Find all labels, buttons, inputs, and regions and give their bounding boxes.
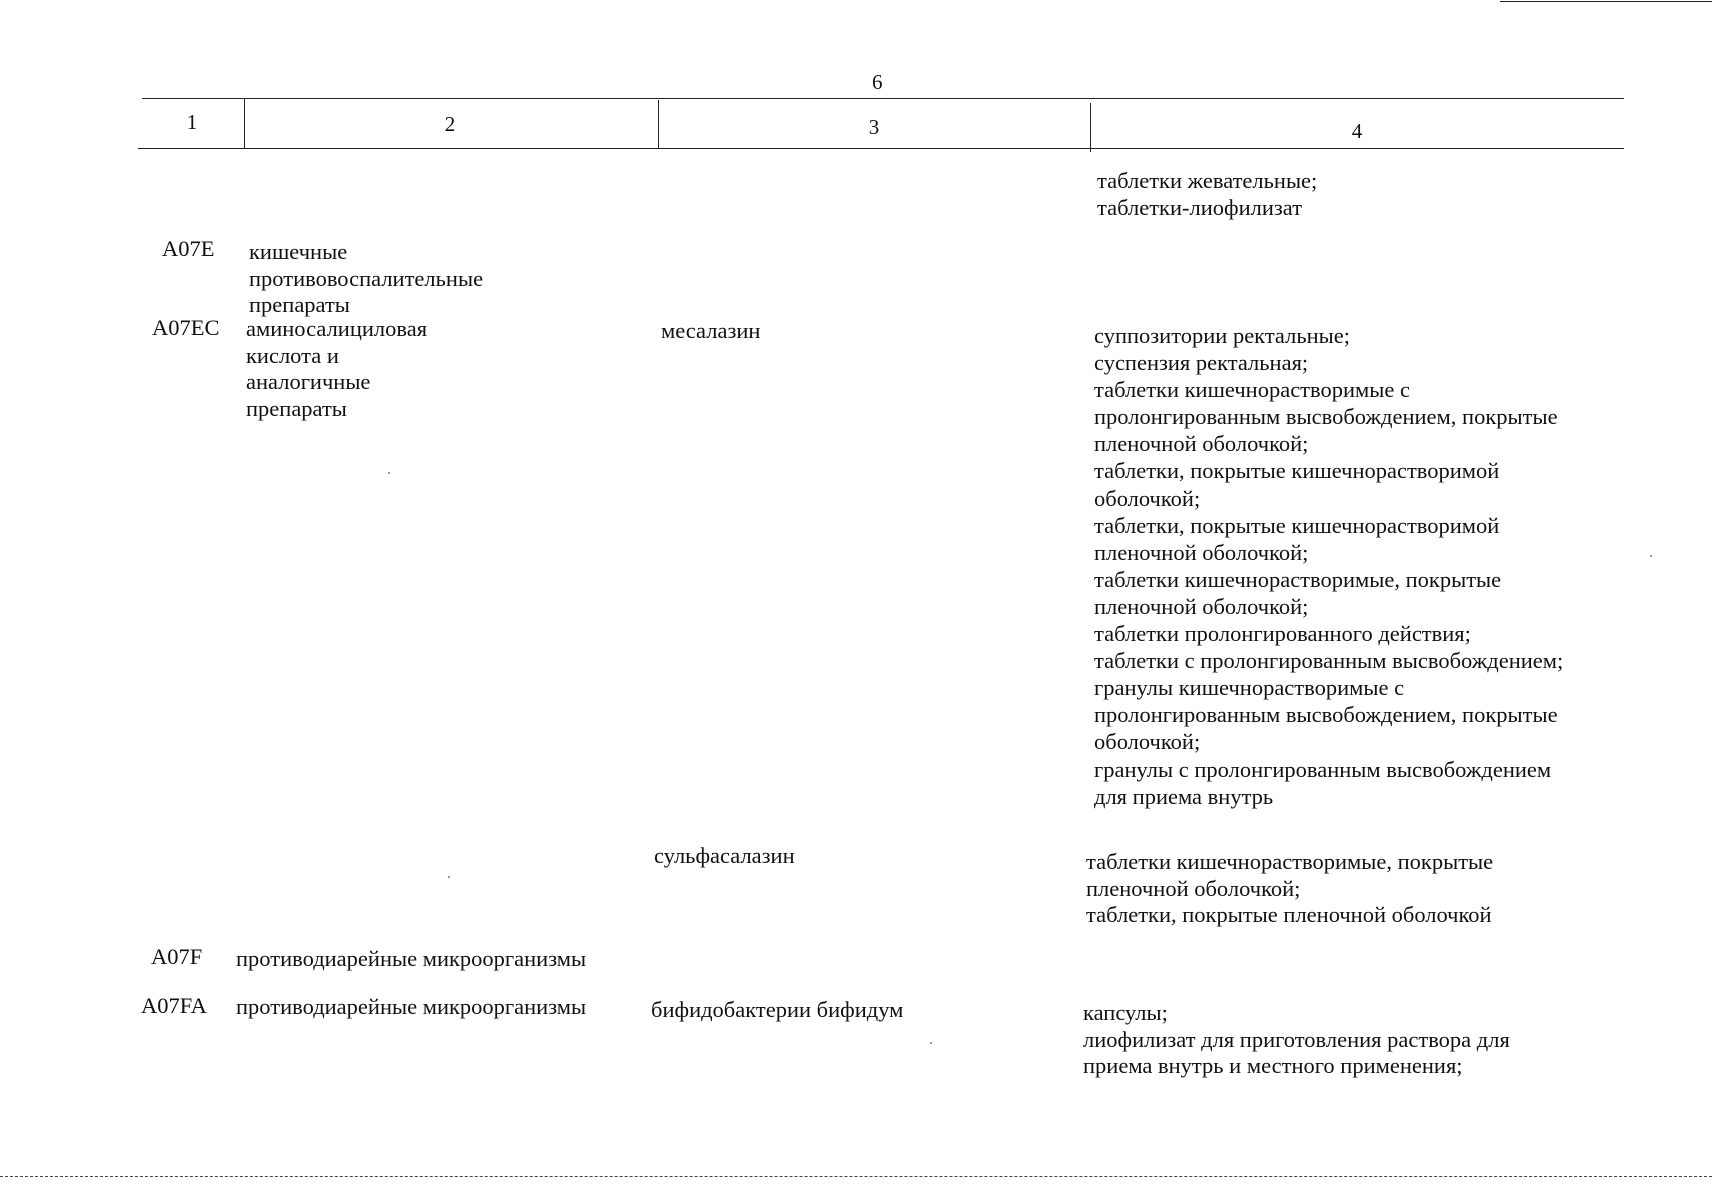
drug-name-cell: бифидобактерии бифидум bbox=[651, 997, 904, 1022]
scan-speck bbox=[930, 1042, 932, 1044]
atc-code-cell: A07FA bbox=[141, 993, 207, 1018]
drug-name-cell: месалазин bbox=[661, 318, 761, 343]
page-bottom-edge bbox=[0, 1176, 1712, 1177]
page-number: 6 bbox=[872, 70, 883, 94]
table-header-top-rule bbox=[142, 98, 1624, 99]
form-line: пленочной оболочкой; bbox=[1094, 593, 1309, 619]
column-header-4: 4 bbox=[1351, 119, 1363, 143]
atc-code-cell: A07E bbox=[162, 236, 215, 261]
form-line: таблетки кишечнорастворимые, покрытые bbox=[1094, 566, 1502, 592]
atc-code-cell: A07EC bbox=[152, 315, 220, 340]
group-name-cell: противодиарейные микроорганизмы bbox=[236, 994, 587, 1019]
forms-cell bbox=[1097, 168, 1317, 221]
form-line: для приема внутрь bbox=[1094, 783, 1274, 809]
column-divider-3 bbox=[1090, 103, 1091, 152]
form-line: пленочной оболочкой; bbox=[1086, 875, 1301, 901]
group-name-text: аминосалициловая кислота и аналогичные препараты bbox=[246, 316, 428, 421]
form-line: таблетки с пролонгированным высвобождением; bbox=[1094, 648, 1564, 674]
column-header-2: 2 bbox=[444, 112, 456, 136]
form-line: суспензия ректальная; bbox=[1094, 350, 1309, 376]
form-line: таблетки пролонгированного действия; bbox=[1094, 621, 1471, 647]
form-line: гранулы с пролонгированным высвобождением bbox=[1094, 756, 1552, 782]
form-line: гранулы кишечнорастворимые с bbox=[1094, 675, 1405, 701]
column-divider-1 bbox=[244, 99, 245, 148]
form-line: пролонгированным высвобождением, покрытые bbox=[1094, 404, 1558, 430]
form-line: капсулы; bbox=[1083, 1000, 1168, 1025]
form-line: таблетки, покрытые кишечнорастворимой bbox=[1094, 512, 1500, 538]
form-line: лиофилизат для приготовления раствора для bbox=[1083, 1026, 1510, 1052]
group-name-cell: противодиарейные микроорганизмы bbox=[236, 946, 587, 971]
forms-cell bbox=[1083, 1000, 1510, 1080]
scan-speck bbox=[1650, 555, 1652, 557]
drug-name-cell: сульфасалазин bbox=[654, 843, 795, 868]
form-line: таблетки, покрытые пленочной оболочкой bbox=[1086, 902, 1492, 927]
form-line: приема внутрь и местного применения; bbox=[1083, 1053, 1463, 1078]
group-name-cell bbox=[249, 239, 483, 319]
form-line: суппозитории ректальные; bbox=[1094, 323, 1350, 348]
form-line: пленочной оболочкой; bbox=[1094, 431, 1309, 457]
form-line: таблетки жевательные; bbox=[1097, 168, 1318, 193]
forms-cell bbox=[1094, 322, 1563, 810]
form-line: оболочкой; bbox=[1094, 729, 1201, 755]
scan-speck bbox=[388, 472, 390, 474]
form-line: таблетки кишечнорастворимые, покрытые bbox=[1086, 849, 1494, 874]
scan-top-edge-mark bbox=[1500, 1, 1712, 2]
form-line: пленочной оболочкой; bbox=[1094, 539, 1309, 565]
group-name-cell bbox=[246, 316, 427, 422]
column-divider-2 bbox=[658, 100, 659, 149]
table-header-bottom-rule bbox=[138, 148, 1624, 149]
form-line: таблетки, покрытые кишечнорастворимой bbox=[1094, 458, 1500, 484]
scan-speck bbox=[448, 876, 450, 878]
form-line: пролонгированным высвобождением, покрытые bbox=[1094, 702, 1558, 728]
column-header-1: 1 bbox=[186, 110, 198, 134]
form-line: таблетки-лиофилизат bbox=[1097, 194, 1303, 220]
column-header-3: 3 bbox=[868, 115, 880, 139]
form-line: таблетки кишечнорастворимые с bbox=[1094, 377, 1410, 403]
group-name-text: кишечные противовоспалительные препараты bbox=[249, 239, 484, 317]
forms-cell bbox=[1086, 849, 1493, 929]
atc-code-cell: A07F bbox=[151, 944, 203, 969]
form-line: оболочкой; bbox=[1094, 485, 1201, 511]
